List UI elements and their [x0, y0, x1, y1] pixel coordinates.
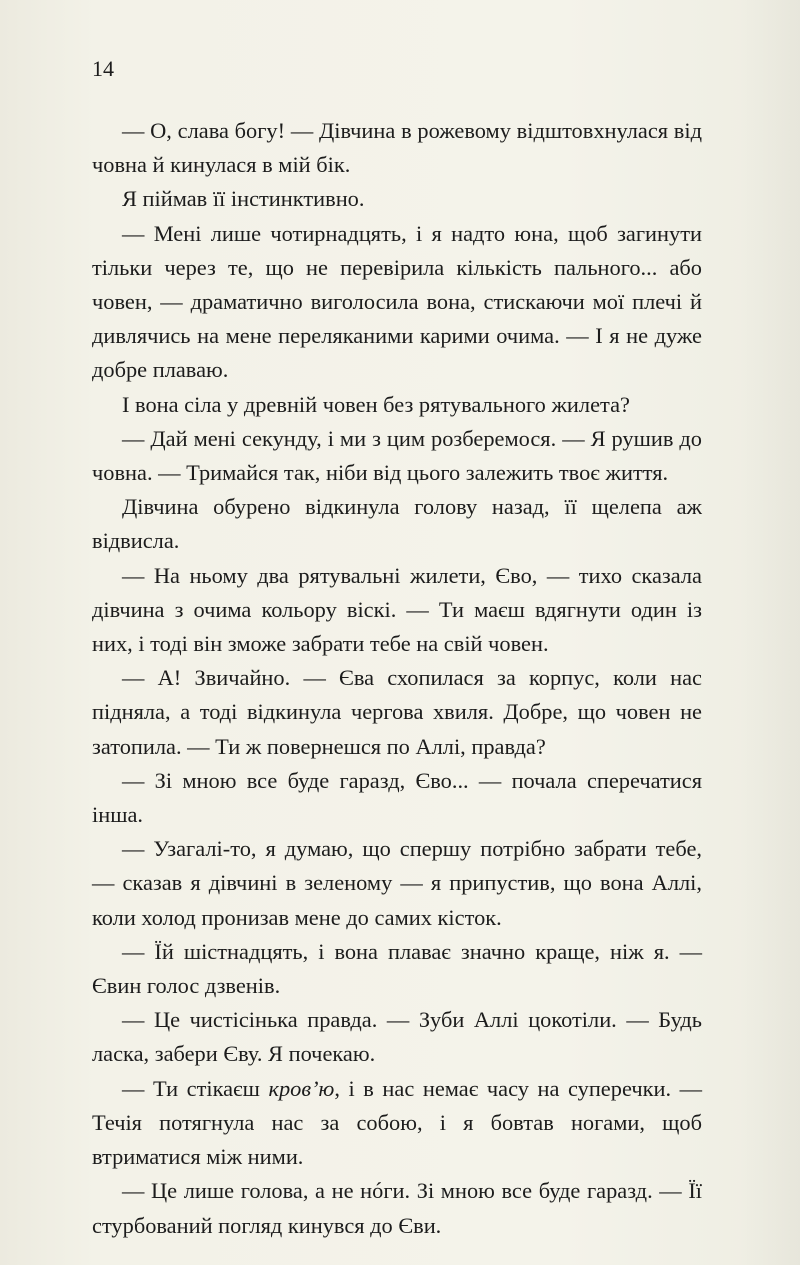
italic-emphasis: кров’ю	[268, 1075, 335, 1101]
paragraph: — На ньому два рятувальні жилети, Єво, — тихо сказала дівчина з очима кольору віскі. — Ти маєш вдягнути один із них, і тоді він зможе забрати тебе на свій човен.	[92, 562, 702, 657]
paragraph: Дівчина обурено відкинула голову назад, її щелепа аж відвисла.	[92, 494, 702, 554]
body-text	[92, 114, 702, 1243]
paragraph: — Мені лише чотирнадцять, і я надто юна, щоб загинути тільки через те, що не перевірила кількість пального... або човен, — драматично виголосила вона, стискаючи мої плечі й дивлячись на мене переляканими карими очима. — І я не дуже добре плаваю.	[92, 220, 702, 383]
paragraph: Я піймав її інстинктивно.	[122, 186, 365, 212]
paragraph: — О, слава богу! — Дівчина в рожевому відштовхнулася від човна й кинулася в мій бік.	[92, 118, 702, 178]
paragraph: — Узагалі-то, я думаю, що спершу потрібно забрати тебе, — сказав я дівчині в зеленому — я припустив, що вона Аллі, коли холод пронизав мене до самих кісток.	[92, 836, 702, 930]
page-number: 14	[92, 56, 114, 81]
paragraph: І вона сіла у древній човен без рятувального жилета?	[122, 391, 630, 417]
paragraph: — Зі мною все буде гаразд, Єво... — почала сперечатися інша.	[92, 767, 702, 828]
paragraph: — Дай мені секунду, і ми з цим розберемося. — Я рушив до човна. — Тримайся так, ніби від цього залежить твоє життя.	[92, 425, 702, 486]
paragraph: — Їй шістнадцять, і вона плаває значно краще, ніж я. — Євин голос дзвенів.	[92, 938, 702, 999]
paragraph: — Це лише голова, а не нóги. Зі мною все буде гаразд. — Її стурбований погляд кинувся до Єви.	[92, 1178, 702, 1238]
paragraph-with-italic: — Ти стікаєш кров’ю, і в нас немає часу на суперечки. — Течія потягнула нас за собою, і я бовтав ногами, щоб втриматися між ними.	[92, 1075, 703, 1170]
paragraph: — А! Звичайно. — Єва схопилася за корпус, коли нас підняла, а тоді відкинула чергова хвиля. Добре, що човен не затопила. — Ти ж повернешся по Аллі, правда?	[92, 665, 702, 759]
page-edge-shading	[740, 0, 800, 1265]
paragraph: — Це чистісінька правда. — Зуби Аллі цокотіли. — Будь ласка, забери Єву. Я почекаю.	[92, 1007, 702, 1067]
